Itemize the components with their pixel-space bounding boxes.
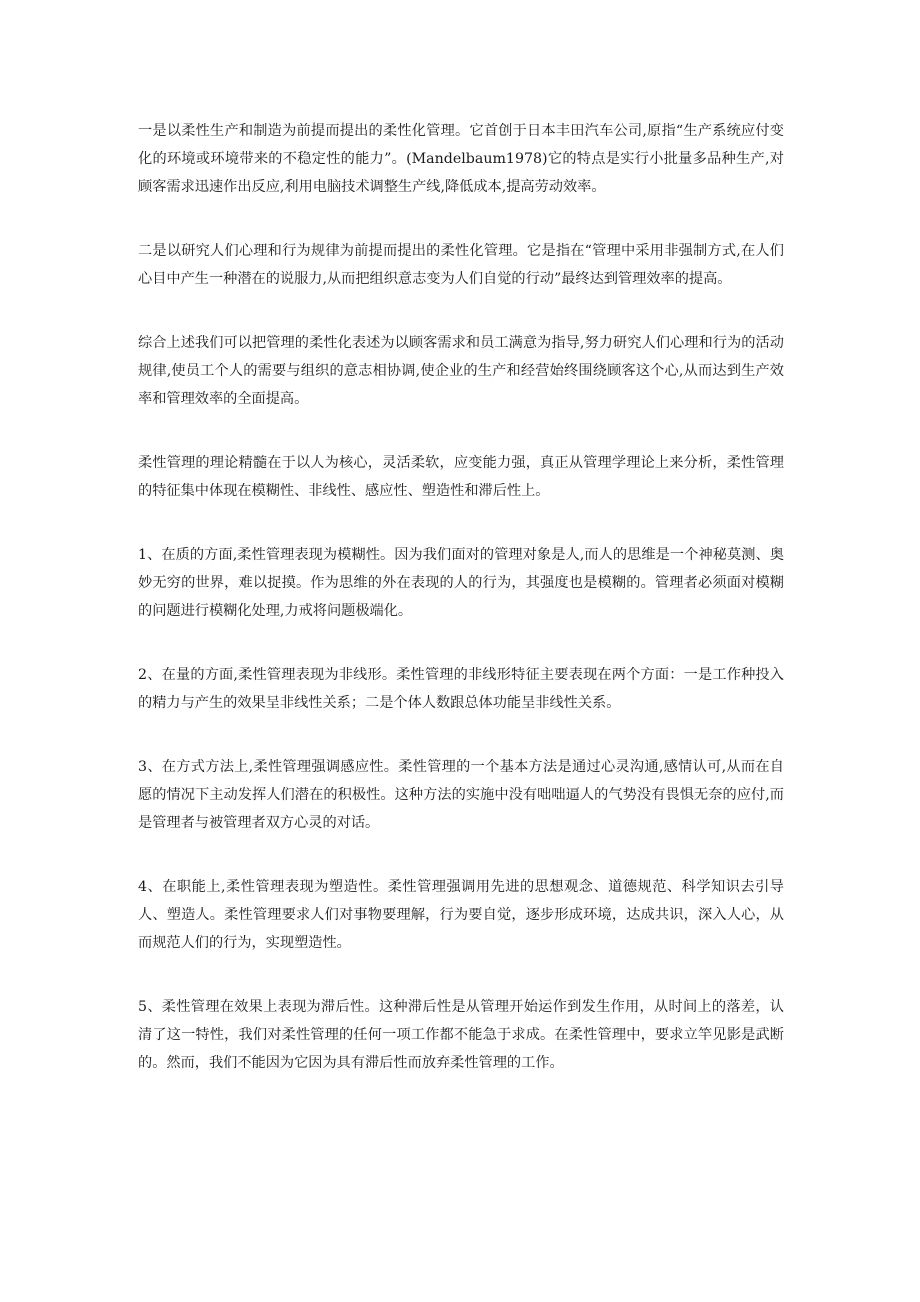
paragraph-2: 二是以研究人们心理和行为规律为前提而提出的柔性化管理。它是指在“管理中采用非强制方式,在人们心目中产生一种潜在的说服力,从而把组织意志变为人们自觉的行动”最终达到管理效率的提高。 (138, 243, 784, 287)
document-body (138, 117, 784, 1113)
paragraph-3: 综合上述我们可以把管理的柔性化表述为以顾客需求和员工满意为指导,努力研究人们心理和行为的活动规律,使员工个人的需要与组织的意志相协调,使企业的生产和经营始终围绕顾客这个心,从而达到生产效率和管理效率的全面提高。 (138, 335, 784, 407)
paragraph-7: 3、在方式方法上,柔性管理强调感应性。柔性管理的一个基本方法是通过心灵沟通,感情认可,从而在自愿的情况下主动发挥人们潜在的积极性。这种方法的实施中没有咄咄逼人的气势没有畏惧无奈的应付,而是管理者与被管理者双方心灵的对话。 (138, 759, 784, 831)
paragraph-8: 4、在职能上,柔性管理表现为塑造性。柔性管理强调用先进的思想观念、道德规范、科学知识去引导人、塑造人。柔性管理要求人们对事物要理解，行为要自觉，逐步形成环境，达成共识，深入人心，从而规范人们的行为，实现塑造性。 (138, 879, 784, 951)
paragraph-6: 2、在量的方面,柔性管理表现为非线形。柔性管理的非线形特征主要表现在两个方面：一是工作种投入的精力与产生的效果呈非线性关系；二是个体人数跟总体功能呈非线性关系。 (138, 667, 784, 711)
paragraph-9: 5、柔性管理在效果上表现为滞后性。这种滞后性是从管理开始运作到发生作用，从时间上的落差，认清了这一特性，我们对柔性管理的任何一项工作都不能急于求成。在柔性管理中，要求立竿见影是武断的。然而，我们不能因为它因为具有滞后性而放弃柔性管理的工作。 (138, 999, 784, 1071)
paragraph-1: 一是以柔性生产和制造为前提而提出的柔性化管理。它首创于日本丰田汽车公司,原指“生产系统应付变化的环境或环境带来的不稳定性的能力”。(Mandelbaum1978)它的特点是实行小批量多品种生产,对顾客需求迅速作出反应,利用电脑技术调整生产线,降低成本,提高劳动效率。 (138, 123, 784, 195)
paragraph-4: 柔性管理的理论精髓在于以人为核心，灵活柔软，应变能力强，真正从管理学理论上来分析，柔性管理的特征集中体现在模糊性、非线性、感应性、塑造性和滞后性上。 (138, 455, 784, 499)
paragraph-5: 1、在质的方面,柔性管理表现为模糊性。因为我们面对的管理对象是人,而人的思维是一个神秘莫测、奥妙无穷的世界，难以捉摸。作为思维的外在表现的人的行为，其强度也是模糊的。管理者必须面对模糊的问题进行模糊化处理,力戒将问题极端化。 (138, 547, 784, 619)
